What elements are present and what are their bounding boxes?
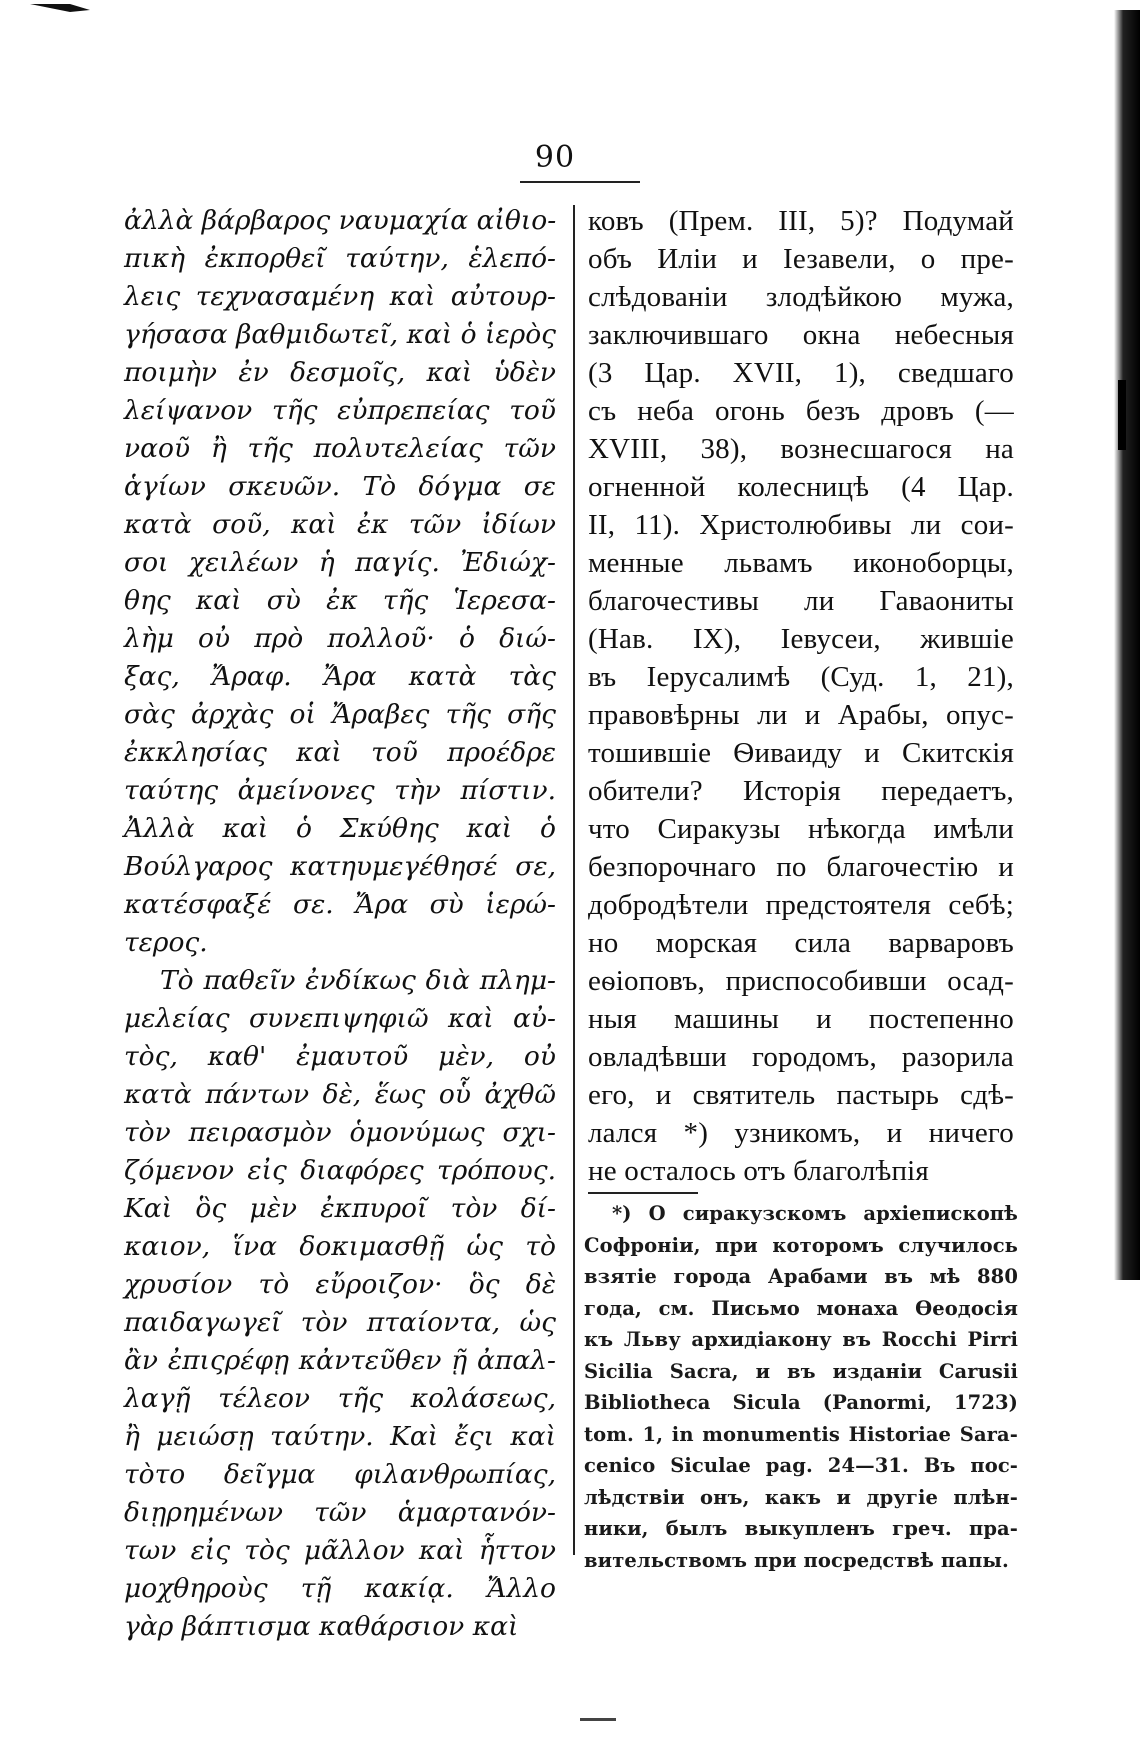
russian-text-line: объ Иліи и Іезавели, о пре-: [588, 243, 1014, 275]
russian-text-line: ныя машины и постепенно: [588, 1003, 1014, 1035]
greek-text-line: τὸς, καθ' ἐμαυτοῦ μὲν, οὐ: [124, 1041, 556, 1072]
russian-text-line: что Сиракузы нѣкогда имѣли: [588, 813, 1014, 845]
russian-text-line: менные львамъ иконоборцы,: [588, 547, 1014, 579]
greek-text-line: παιδαγωγεῖ τὸν πταίοντα, ὡς: [124, 1307, 556, 1338]
greek-text-line: ἀλλὰ βάρβαρος ναυμαχία αἰθιο-: [124, 205, 557, 236]
greek-text-line: σὰς ἀρχὰς οἱ Ἄραβες τῆς σῆς: [124, 699, 556, 730]
greek-text-line: μοχθηροὺς τῇ κακίᾳ. Ἄλλο: [124, 1573, 556, 1604]
greek-text-line: κατέσφαξέ σε. Ἄρα σὺ ἱερώ-: [124, 889, 556, 920]
russian-text-line: (3 Цар. XVII, 1), сведшаго: [588, 357, 1014, 389]
bottom-mark: [580, 1718, 616, 1721]
footnote-line: Софроніи, при которомъ случилось: [584, 1233, 1018, 1257]
greek-text-line: τὸτο δεῖγμα φιλανθρωπίας,: [124, 1459, 556, 1490]
page-edge-shadow: [1114, 10, 1140, 1280]
russian-text-line: лался *) узникомъ, и ничего: [588, 1117, 1014, 1149]
greek-text-line: καιον, ἵνα δοκιμασθῇ ὡς τὸ: [124, 1231, 556, 1262]
russian-column: [588, 202, 1014, 1190]
greek-text-line: ποιμὴν ἐν δεσμοῖς, καὶ ὑδὲν: [124, 357, 556, 388]
greek-text-line: ἂν ἐπιςρέφῃ κἀντεῦθεν ῇ ἀπαλ-: [124, 1345, 556, 1376]
footnote-line: ники, былъ выкупленъ греч. пра-: [584, 1517, 1018, 1540]
column-divider: [573, 205, 575, 1555]
footnote-line: вительствомъ при посредствѣ папы.: [584, 1548, 1009, 1572]
greek-text-line: σοι χειλέων ἡ παγίς. Ἐδιώχ-: [124, 547, 556, 578]
header-rule: [520, 181, 640, 183]
greek-text-line: χρυσίον τὸ εὔροιζον· ὃς δὲ: [124, 1269, 556, 1300]
greek-text-line: ταύτης ἀμείνονες τὴν πίστιν.: [124, 775, 556, 806]
greek-text-line: λὴμ οὐ πρὸ πολλοῦ· ὁ διώ-: [124, 623, 556, 654]
russian-text-line: не осталось отъ благолѣпія: [588, 1155, 929, 1187]
russian-text-line: правовѣрны ли и Арабы, опус-: [588, 699, 1014, 731]
greek-text-line: Τὸ παθεῖν ἐνδίκως διὰ πλημ-: [160, 965, 556, 996]
footnote-line: взятіе города Арабами въ мѣ 880: [584, 1265, 1018, 1288]
russian-text-line: въ Іерусалимѣ (Суд. 1, 21),: [588, 661, 1014, 693]
footnote-line: къ Льву архидіакону въ Rocchi Pirri: [584, 1328, 1018, 1351]
greek-text-line: λεις τεχνασαμένη καὶ αὐτουρ-: [124, 281, 556, 312]
russian-text-line: съ неба огонь безъ дровъ (—: [588, 395, 1014, 427]
footnote-line: Sicilia Sacra, и въ изданіи Carusii: [584, 1359, 1018, 1383]
greek-text-line: Ἀλλὰ καὶ ὁ Σκύθης καὶ ὁ: [124, 813, 556, 844]
greek-text-line: ζόμενον εἰς διαφόρες τρόπους.: [124, 1155, 556, 1186]
russian-text-line: ковъ (Прем. III, 5)? Подумай: [588, 205, 1014, 237]
greek-text-line: Βούλγαρος κατηυμεγέθησέ σε,: [124, 851, 556, 882]
russian-text-line: обители? Исторія передаетъ,: [588, 775, 1014, 807]
greek-text-line: Καὶ ὃς μὲν ἐκπυροῖ τὸν δί-: [124, 1193, 556, 1224]
greek-text-line: λείψανον τῆς εὐπρεπείας τοῦ: [124, 395, 556, 426]
russian-text-line: заключившаго окна небесныя: [588, 319, 1014, 351]
greek-text-line: θης καὶ σὺ ἐκ τῆς Ἱερεσα-: [124, 585, 556, 616]
greek-column: [124, 202, 556, 1646]
russian-text-line: благочестивы ли Гаваониты: [588, 585, 1014, 617]
russian-text-line: (Нав. IX), Іевусеи, жившіе: [588, 623, 1014, 655]
greek-text-line: κατὰ σοῦ, καὶ ἐκ τῶν ἰδίων: [124, 509, 556, 540]
greek-text-line: μελείας συνεπιψηφιῶ καὶ αὐ-: [124, 1003, 556, 1034]
page-number: 90: [534, 140, 576, 175]
russian-text-line: но морская сила варваровъ: [588, 927, 1014, 959]
greek-text-line: ἢ μειώσῃ ταύτην. Καὶ ἔςι καὶ: [124, 1421, 556, 1452]
footnote-line: Bibliotheca Sicula (Panormi, 1723): [584, 1391, 1018, 1414]
greek-text-line: γήσασα βαθμιδωτεῖ, καὶ ὁ ἱερὸς: [124, 319, 557, 350]
russian-text-line: его, и святитель пастырь сдѣ-: [588, 1079, 1014, 1111]
greek-text-line: πικὴ ἐκπορθεῖ ταύτην, ἑλεπό-: [124, 243, 556, 274]
footnote-line: cenico Siculae pag. 24—31. Въ пос-: [584, 1454, 1018, 1477]
greek-text-line: των εἰς τὸς μᾶλλον καὶ ἧττον: [124, 1535, 556, 1566]
russian-text-line: II, 11). Христолюбивы ли сои-: [588, 509, 1014, 541]
greek-text-line: ἐκκλησίας καὶ τοῦ προέδρε: [124, 737, 556, 768]
russian-text-line: еѳіоповъ, приспособивши осад-: [588, 965, 1014, 997]
greek-text-line: τερος.: [124, 927, 208, 958]
scan-mark-icon: [30, 2, 90, 14]
russian-text-line: XVIII, 38), вознесшагося на: [588, 433, 1014, 465]
footnote-line: tom. 1, in monumentis Historiae Sara-: [584, 1422, 1018, 1446]
page-edge-mark: [1118, 380, 1126, 450]
russian-text-line: тошившіе Ѳиваиду и Скитскія: [588, 737, 1014, 769]
footnote-line: *) О сиракузскомъ архіепископѣ: [612, 1202, 1018, 1225]
greek-text-line: γὰρ βάπτισμα καθάρσιον καὶ: [124, 1611, 519, 1642]
russian-text-line: овладѣвши городомъ, разорила: [588, 1041, 1014, 1073]
greek-text-line: διῃρημένων τῶν ἁμαρτανόν-: [124, 1497, 556, 1528]
russian-text-line: безпорочнаго по благочестію и: [588, 851, 1014, 883]
greek-text-line: ἁγίων σκευῶν. Τὸ δόγμα σε: [124, 471, 556, 502]
footnote-line: года, см. Письмо монаха Ѳеодосія: [584, 1296, 1018, 1320]
russian-text-line: слѣдованіи злодѣйкою мужа,: [588, 281, 1014, 313]
greek-text-line: κατὰ πάντων δὲ, ἕως οὗ ἀχθῶ: [124, 1079, 556, 1110]
russian-text-line: огненной колесницѣ (4 Цар.: [588, 471, 1014, 503]
greek-text-line: ξας, Ἄραφ. Ἄρα κατὰ τὰς: [124, 661, 556, 692]
footnote: [584, 1198, 1018, 1576]
greek-text-line: λαγῇ τέλεον τῆς κολάσεως,: [124, 1383, 556, 1414]
russian-text-line: добродѣтели предстоятеля себѣ;: [588, 889, 1014, 921]
greek-text-line: ναοῦ ἢ τῆς πολυτελείας τῶν: [124, 433, 556, 464]
footnote-rule: [588, 1192, 698, 1194]
greek-text-line: τὸν πειρασμὸν ὁμονύμως σχι-: [124, 1117, 556, 1148]
footnote-line: лѣдствіи онъ, какъ и другіе плѣн-: [584, 1485, 1018, 1509]
